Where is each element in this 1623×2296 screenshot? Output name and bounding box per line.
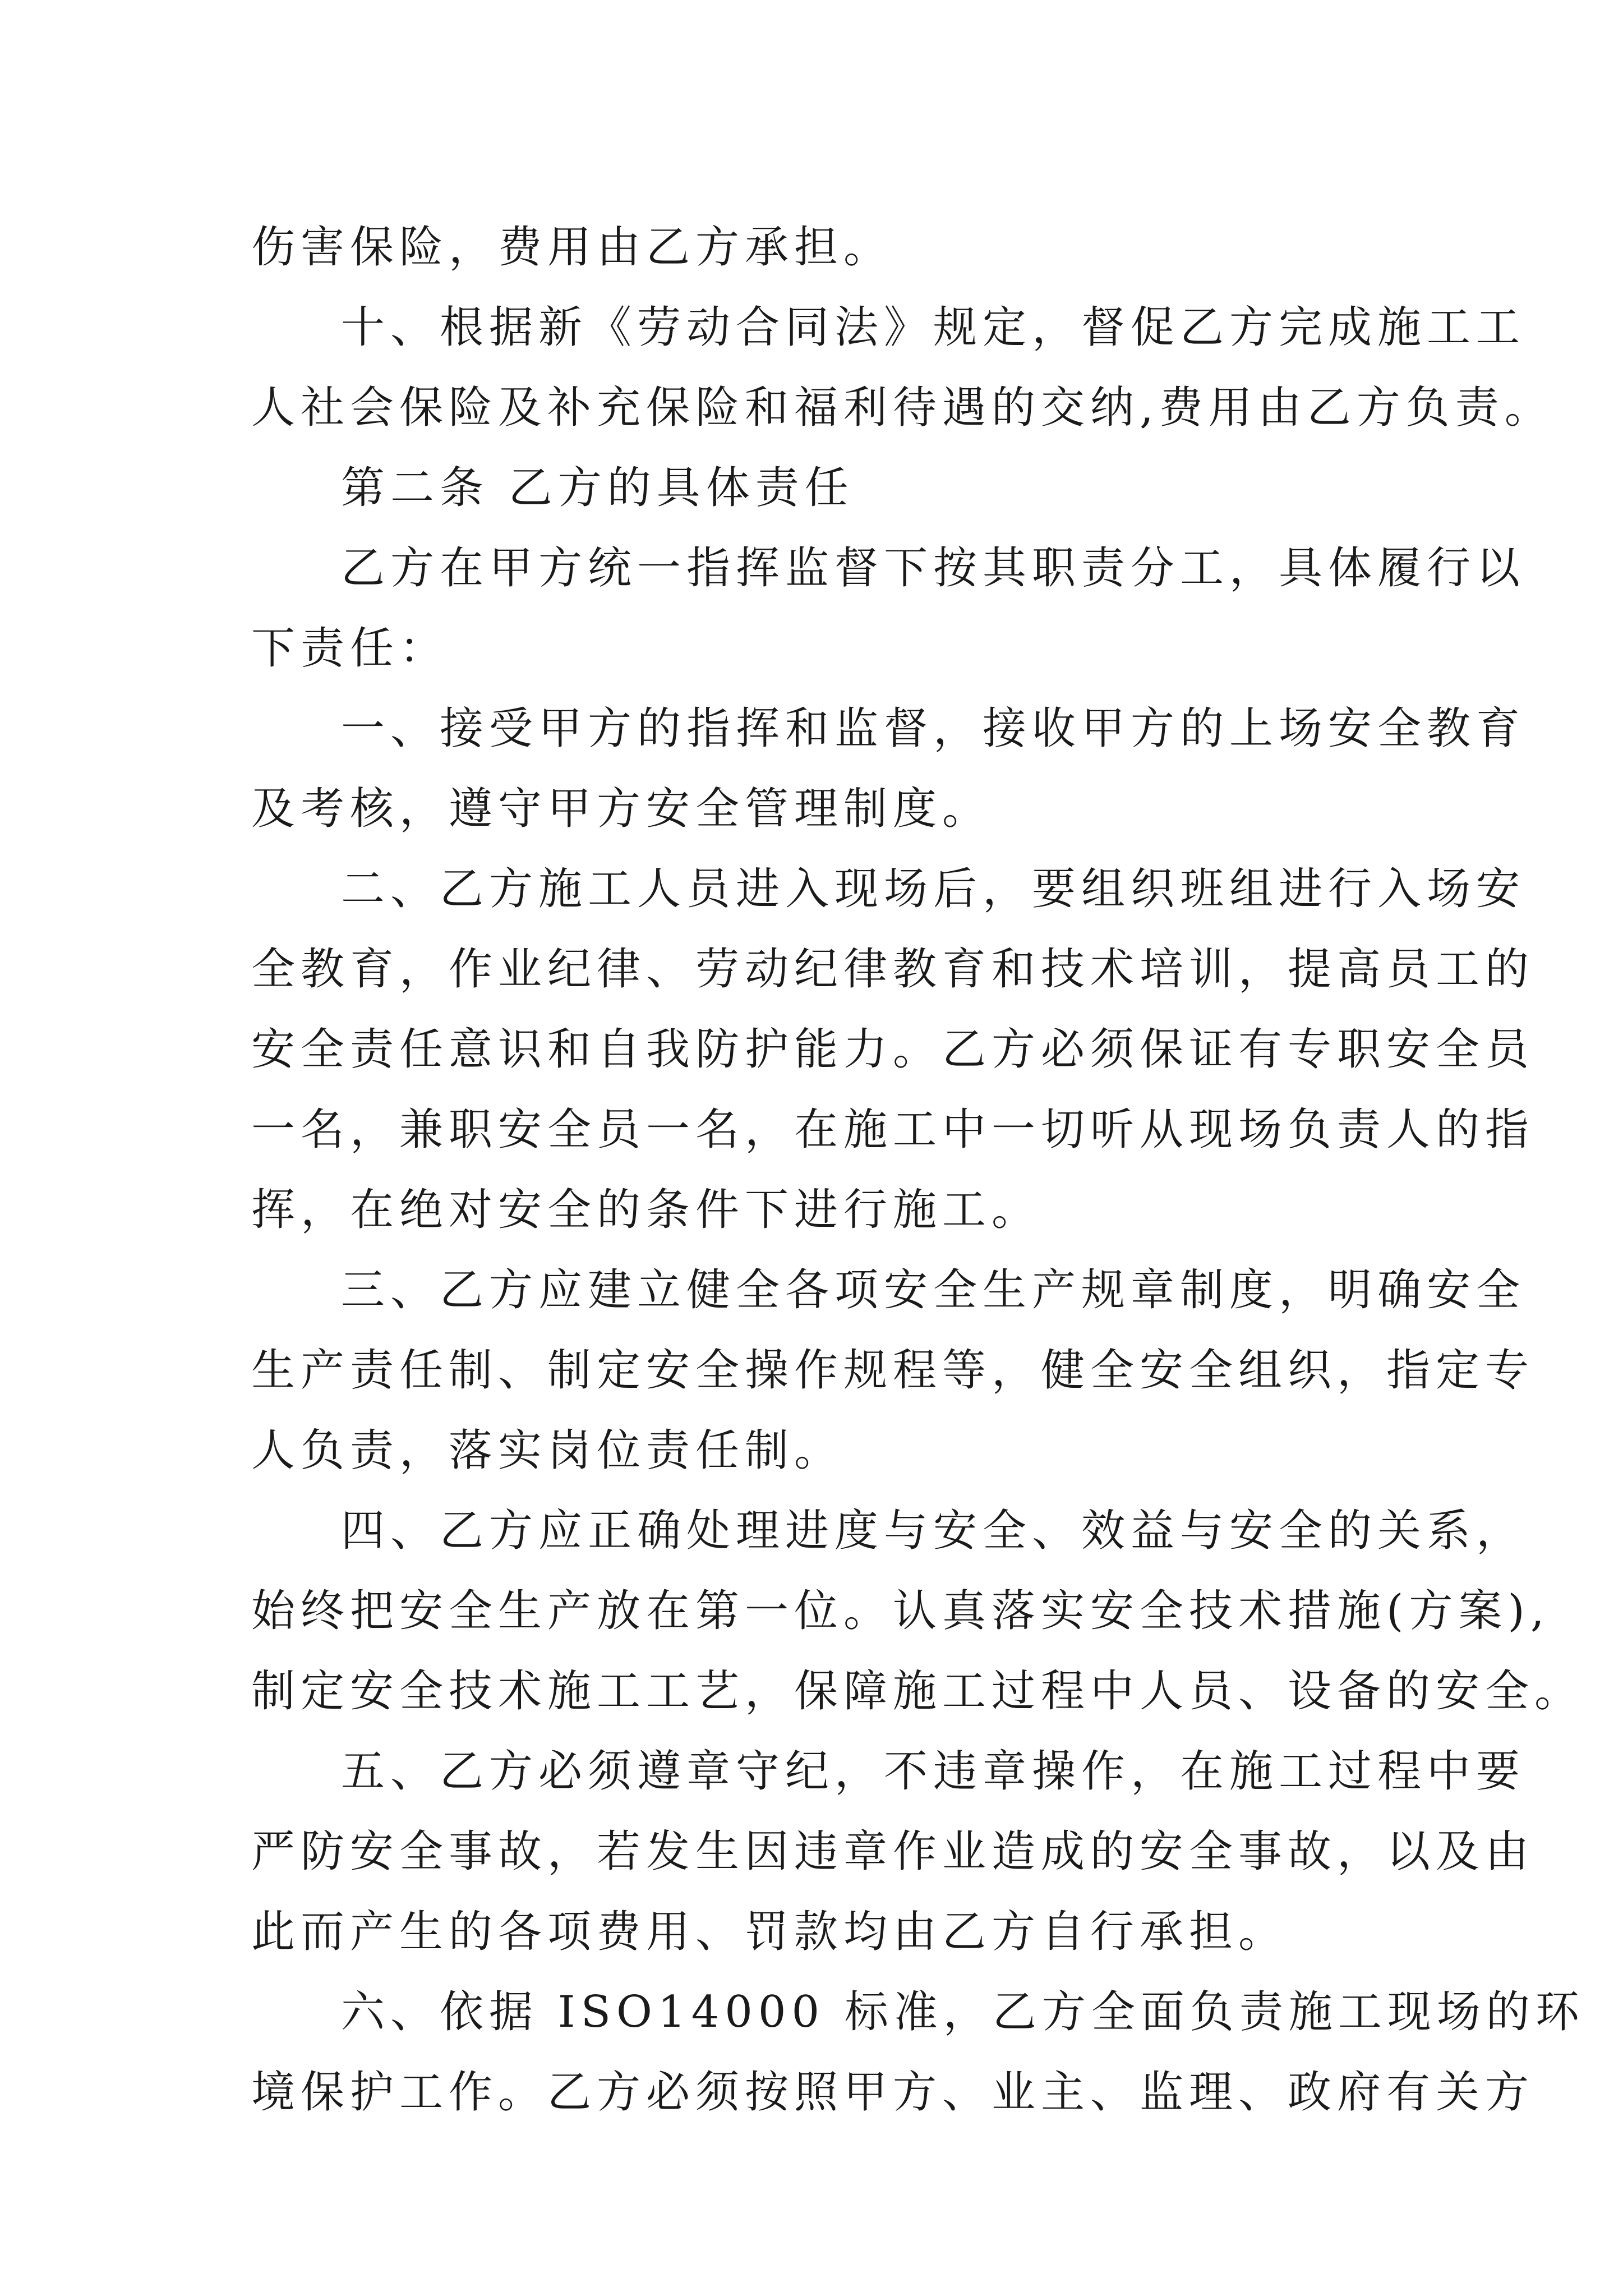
text-line-2: 十、根据新《劳动合同法》规定，督促乙方完成施工工 — [341, 302, 1526, 353]
text-line-17: 四、乙方应正确处理进度与安全、效益与安全的关系， — [341, 1506, 1526, 1556]
text-line-10: 全教育，作业纪律、劳动纪律教育和技术培训，提高员工的 — [251, 944, 1535, 995]
text-line-14: 三、乙方应建立健全各项安全生产规章制度，明确安全 — [341, 1265, 1526, 1315]
text-line-21: 严防安全事故，若发生因违章作业造成的安全事故，以及由 — [251, 1826, 1535, 1877]
text-line-5: 乙方在甲方统一指挥监督下按其职责分工，具体履行以 — [341, 543, 1526, 593]
text-line-19: 制定安全技术施工工艺，保障施工过程中人员、设备的安全。 — [251, 1666, 1584, 1717]
text-line-15: 生产责任制、制定安全操作规程等，健全安全组织，指定专 — [251, 1345, 1535, 1396]
text-line-12: 一名，兼职安全员一名，在施工中一切听从现场负责人的指 — [251, 1105, 1535, 1155]
text-line-13: 挥，在绝对安全的条件下进行施工。 — [251, 1185, 1041, 1235]
text-line-23: 六、依据 ISO14000 标准，乙方全面负责施工现场的环 — [341, 1987, 1585, 2037]
text-line-9: 二、乙方施工人员进入现场后，要组织班组进行入场安 — [341, 864, 1526, 914]
document-body — [251, 208, 1585, 2133]
text-line-3: 人社会保险及补充保险和福利待遇的交纳,费用由乙方负责。 — [251, 383, 1554, 433]
text-line-18: 始终把安全生产放在第一位。认真落实安全技术措施(方案), — [251, 1586, 1550, 1636]
text-line-8: 及考核，遵守甲方安全管理制度。 — [251, 784, 992, 834]
text-line-22: 此而产生的各项费用、罚款均由乙方自行承担。 — [251, 1907, 1288, 1957]
text-line-24: 境保护工作。乙方必须按照甲方、业主、监理、政府有关方 — [251, 2067, 1535, 2118]
text-line-20: 五、乙方必须遵章守纪，不违章操作，在施工过程中要 — [341, 1746, 1526, 1797]
text-line-6: 下责任： — [251, 623, 449, 674]
section-heading: 第二条 乙方的具体责任 — [341, 463, 854, 513]
text-line-7: 一、接受甲方的指挥和监督，接收甲方的上场安全教育 — [341, 703, 1526, 754]
text-line-1: 伤害保险，费用由乙方承担。 — [251, 222, 893, 273]
text-line-11: 安全责任意识和自我防护能力。乙方必须保证有专职安全员 — [251, 1024, 1535, 1075]
text-line-16: 人负责，落实岗位责任制。 — [251, 1425, 844, 1476]
